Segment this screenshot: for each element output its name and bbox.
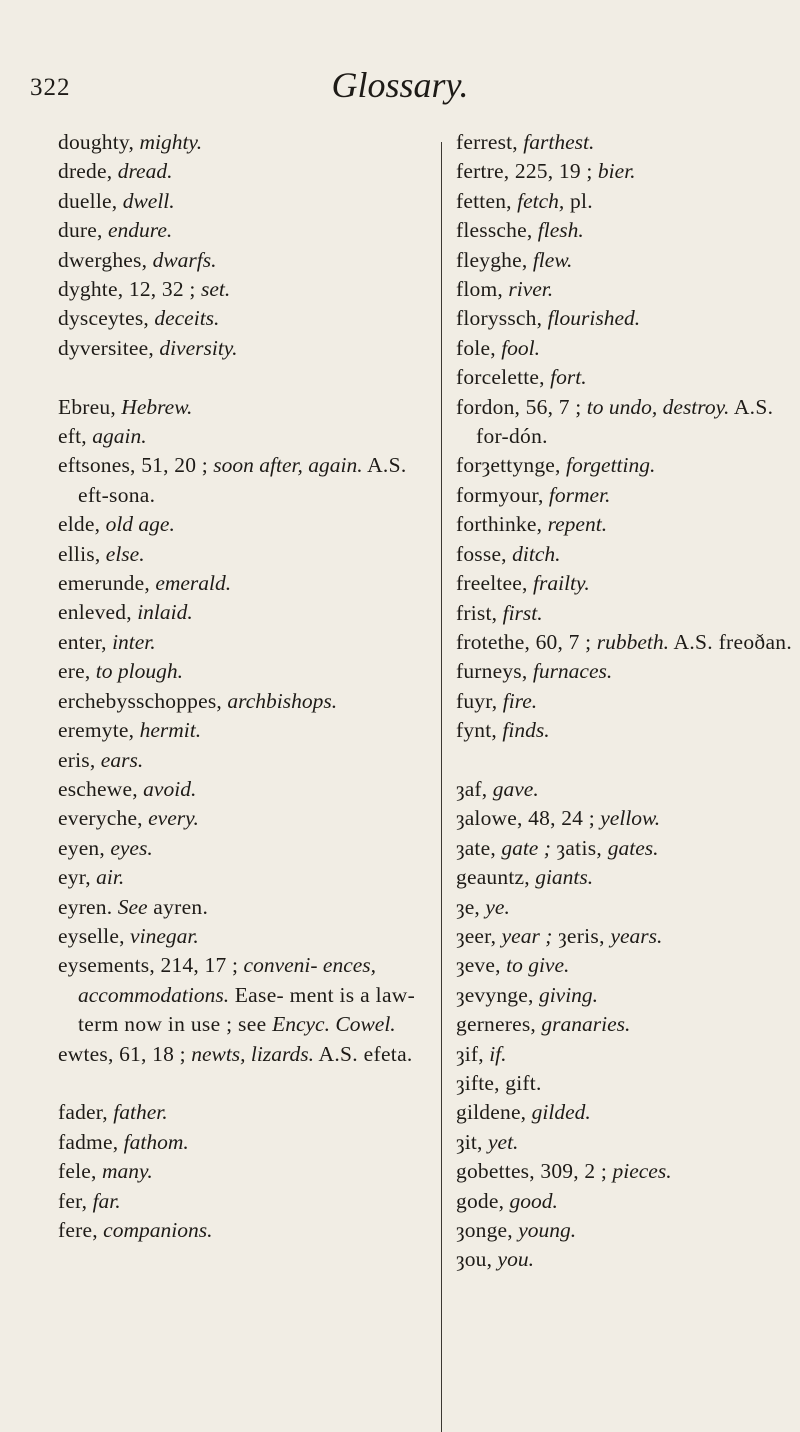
entry-gloss: to undo, destroy. bbox=[586, 394, 730, 419]
glossary-entry bbox=[456, 775, 796, 804]
entry-word: forȝettynge, bbox=[456, 453, 561, 478]
entry-gloss: fool. bbox=[501, 335, 541, 360]
glossary-entry bbox=[58, 687, 438, 716]
glossary-entry bbox=[58, 157, 438, 186]
entry-gloss: yet. bbox=[488, 1129, 519, 1154]
glossary-entry bbox=[58, 598, 438, 627]
entry-gloss: fort. bbox=[550, 365, 587, 390]
entry-gloss: archbishops. bbox=[227, 688, 338, 713]
glossary-entry bbox=[456, 1187, 796, 1216]
entry-gloss: giving. bbox=[538, 982, 599, 1007]
section-gap bbox=[58, 1069, 438, 1098]
entry-word: fetten, bbox=[456, 188, 512, 213]
column-rule bbox=[441, 142, 442, 1432]
entry-gloss: former. bbox=[548, 482, 611, 507]
entry-word: duelle, bbox=[58, 188, 118, 213]
glossary-entry bbox=[58, 187, 438, 216]
entry-gloss: newts, lizards. bbox=[191, 1041, 315, 1066]
glossary-entry bbox=[456, 334, 796, 363]
entry-word: eyen, bbox=[58, 835, 105, 860]
entry-tail: ȝatis, bbox=[550, 835, 608, 860]
entry-word: flom, bbox=[456, 277, 503, 302]
entry-word: ferrest, bbox=[456, 130, 518, 154]
entry-gloss: fathom. bbox=[123, 1129, 189, 1154]
entry-word: drede, bbox=[58, 159, 113, 184]
entry-gloss: flourished. bbox=[547, 306, 641, 331]
entry-gloss: dwarfs. bbox=[152, 247, 217, 272]
entry-gloss: conveni- ences, accommodations. bbox=[78, 953, 377, 1007]
entry-word: enter, bbox=[58, 629, 107, 654]
glossary-entry bbox=[58, 334, 438, 363]
glossary-entry bbox=[456, 363, 796, 392]
entry-gloss: yellow. bbox=[600, 806, 661, 831]
entry-gloss: finds. bbox=[502, 718, 550, 743]
entry-gloss: ditch. bbox=[512, 541, 561, 566]
entry-word: ȝate, bbox=[456, 835, 496, 860]
glossary-entry bbox=[456, 275, 796, 304]
entry-word: eysements, 214, 17 ; bbox=[58, 953, 239, 978]
entry-word: dysceytes, bbox=[58, 306, 149, 331]
entry-gloss: inter. bbox=[112, 629, 156, 654]
entry-gloss: giants. bbox=[535, 865, 594, 890]
glossary-entry bbox=[58, 1128, 438, 1157]
entry-word: dyversitee, bbox=[58, 335, 154, 360]
entry-word: forcelette, bbox=[456, 365, 545, 390]
glossary-entry bbox=[456, 1157, 796, 1186]
entry-gloss: if. bbox=[489, 1041, 507, 1066]
entry-word: everyche, bbox=[58, 806, 143, 831]
entry-word: ȝeer, bbox=[456, 923, 497, 948]
entry-word: eyren. bbox=[58, 894, 113, 919]
entry-gloss2: Encyc. Cowel. bbox=[272, 1012, 396, 1037]
entry-gloss: hermit. bbox=[139, 718, 202, 743]
glossary-entry bbox=[456, 657, 796, 686]
entry-gloss: mighty. bbox=[139, 130, 203, 154]
entry-gloss: deceits. bbox=[154, 306, 220, 331]
glossary-entry bbox=[456, 128, 796, 157]
entry-word: frotethe, 60, 7 ; bbox=[456, 629, 592, 654]
entry-gloss: pieces. bbox=[612, 1159, 672, 1184]
entry-gloss: emerald. bbox=[155, 571, 232, 596]
glossary-entry bbox=[58, 775, 438, 804]
entry-word: dure, bbox=[58, 218, 103, 243]
glossary-entry bbox=[456, 716, 796, 745]
entry-word: fadme, bbox=[58, 1129, 119, 1154]
entry-gloss: endure. bbox=[107, 218, 173, 243]
glossary-entry bbox=[58, 1157, 438, 1186]
entry-word: floryssch, bbox=[456, 306, 543, 331]
glossary-entry bbox=[58, 451, 438, 510]
entry-word: ȝaf, bbox=[456, 776, 488, 801]
entry-word: gobettes, 309, 2 ; bbox=[456, 1159, 608, 1184]
entry-gloss: companions. bbox=[103, 1218, 213, 1242]
entry-word: fosse, bbox=[456, 541, 507, 566]
entry-word: fertre, 225, 19 ; bbox=[456, 159, 593, 184]
entry-gloss: See bbox=[117, 894, 148, 919]
entry-gloss: father. bbox=[113, 1100, 168, 1125]
section-gap bbox=[456, 746, 796, 775]
entry-gloss: bier. bbox=[597, 159, 636, 184]
glossary-entry bbox=[58, 540, 438, 569]
entry-gloss: vinegar. bbox=[130, 923, 199, 948]
entry-gloss: eyes. bbox=[110, 835, 153, 860]
glossary-entry bbox=[456, 187, 796, 216]
entry-gloss: rubbeth. bbox=[596, 629, 669, 654]
entry-word: gerneres, bbox=[456, 1012, 536, 1037]
entry-word: fleyghe, bbox=[456, 247, 528, 272]
entry-gloss: good. bbox=[509, 1188, 558, 1213]
entry-gloss2: years. bbox=[610, 923, 663, 948]
entry-gloss: young. bbox=[518, 1218, 577, 1243]
entry-gloss: Hebrew. bbox=[121, 394, 193, 419]
entry-gloss: forgetting. bbox=[566, 453, 656, 478]
entry-tail: A.S. eft-sona. bbox=[78, 453, 407, 507]
entry-word: ewtes, 61, 18 ; bbox=[58, 1041, 186, 1066]
entry-word: fader, bbox=[58, 1100, 108, 1125]
entry-word: ȝeve, bbox=[456, 953, 501, 978]
entry-word: enleved, bbox=[58, 600, 132, 625]
entry-gloss: set. bbox=[200, 277, 231, 302]
glossary-entry bbox=[456, 1010, 796, 1039]
entry-gloss: gilded. bbox=[531, 1100, 591, 1125]
entry-gloss: air. bbox=[96, 865, 125, 890]
entry-word: eschewe, bbox=[58, 776, 138, 801]
entry-gloss: river. bbox=[508, 277, 554, 302]
entry-gloss: every. bbox=[148, 806, 199, 831]
glossary-entry bbox=[456, 863, 796, 892]
glossary-entry bbox=[456, 951, 796, 980]
glossary-entry bbox=[58, 863, 438, 892]
entry-gloss: to give. bbox=[506, 953, 570, 978]
glossary-left-column bbox=[58, 128, 438, 1245]
entry-word: geauntz, bbox=[456, 865, 530, 890]
entry-gloss: dread. bbox=[117, 159, 173, 184]
entry-gloss: flesh. bbox=[537, 218, 584, 243]
entry-word: furneys, bbox=[456, 659, 528, 684]
entry-tail: A.S. efeta. bbox=[314, 1041, 413, 1066]
glossary-entry bbox=[58, 246, 438, 275]
entry-word: ȝit, bbox=[456, 1129, 483, 1154]
glossary-entry bbox=[456, 1245, 796, 1274]
glossary-entry bbox=[58, 628, 438, 657]
section-gap bbox=[58, 363, 438, 392]
entry-word: erchebysschoppes, bbox=[58, 688, 222, 713]
entry-tail: A.S. freoðan. bbox=[669, 629, 793, 654]
entry-gloss: many. bbox=[101, 1159, 153, 1184]
glossary-entry bbox=[456, 1098, 796, 1127]
glossary-entry bbox=[58, 1187, 438, 1216]
entry-tail: ȝeris, bbox=[552, 923, 611, 948]
entry-word: gode, bbox=[456, 1188, 505, 1213]
entry-gloss: fire. bbox=[502, 688, 538, 713]
glossary-entry bbox=[58, 922, 438, 951]
entry-gloss: furnaces. bbox=[532, 659, 613, 684]
entry-tail: ayren. bbox=[147, 894, 209, 919]
glossary-entry bbox=[58, 304, 438, 333]
glossary-entry bbox=[456, 216, 796, 245]
glossary-entry bbox=[58, 393, 438, 422]
entry-gloss: farthest. bbox=[523, 130, 595, 154]
glossary-entry bbox=[456, 804, 796, 833]
entry-gloss: avoid. bbox=[143, 776, 197, 801]
entry-word: Ebreu, bbox=[58, 394, 116, 419]
glossary-entry bbox=[456, 834, 796, 863]
entry-word: ȝonge, bbox=[456, 1218, 513, 1243]
glossary-entry bbox=[456, 687, 796, 716]
entry-gloss: else. bbox=[105, 541, 145, 566]
entry-gloss: inlaid. bbox=[137, 600, 193, 625]
entry-word: ȝou, bbox=[456, 1247, 493, 1272]
entry-word: eftsones, 51, 20 ; bbox=[58, 453, 208, 478]
entry-word: eft, bbox=[58, 424, 87, 449]
entry-word: fere, bbox=[58, 1218, 98, 1242]
entry-gloss: you. bbox=[497, 1247, 534, 1272]
glossary-entry bbox=[58, 216, 438, 245]
entry-word: dwerghes, bbox=[58, 247, 148, 272]
glossary-entry bbox=[58, 834, 438, 863]
entry-gloss: soon after, again. bbox=[213, 453, 363, 478]
glossary-right-column bbox=[456, 128, 796, 1275]
entry-word: formyour, bbox=[456, 482, 544, 507]
entry-gloss: diversity. bbox=[159, 335, 238, 360]
entry-word: fuyr, bbox=[456, 688, 498, 713]
glossary-entry bbox=[58, 1098, 438, 1127]
entry-gloss: repent. bbox=[547, 512, 608, 537]
glossary-entry bbox=[456, 1040, 796, 1069]
entry-gloss: gave. bbox=[492, 776, 539, 801]
page-number: 322 bbox=[30, 74, 71, 101]
glossary-entry bbox=[58, 1216, 438, 1245]
entry-word: fole, bbox=[456, 335, 496, 360]
glossary-entry bbox=[456, 599, 796, 628]
glossary-entry bbox=[456, 157, 796, 186]
glossary-entry bbox=[456, 481, 796, 510]
entry-word: fynt, bbox=[456, 718, 498, 743]
entry-word: frist, bbox=[456, 600, 498, 625]
glossary-entry bbox=[456, 1069, 796, 1098]
entry-word: eyr, bbox=[58, 865, 91, 890]
entry-word: ellis, bbox=[58, 541, 101, 566]
entry-gloss: year ; bbox=[501, 923, 553, 948]
entry-tail: A.S. for-dón. bbox=[476, 394, 774, 449]
glossary-entry bbox=[58, 275, 438, 304]
entry-tail: Ease- ment is a law-term now in use ; see bbox=[78, 982, 416, 1037]
entry-gloss: ears. bbox=[100, 747, 144, 772]
entry-word: ȝif, bbox=[456, 1041, 484, 1066]
entry-word: dyghte, 12, 32 ; bbox=[58, 277, 196, 302]
glossary-entry bbox=[58, 951, 438, 1039]
glossary-entry bbox=[456, 981, 796, 1010]
entry-gloss: fetch, bbox=[517, 188, 565, 213]
entry-word: ȝifte, gift. bbox=[456, 1070, 542, 1095]
entry-gloss: far. bbox=[92, 1188, 121, 1213]
entry-gloss: first. bbox=[502, 600, 543, 625]
glossary-entry bbox=[456, 540, 796, 569]
entry-gloss: flew. bbox=[532, 247, 573, 272]
entry-word: flessche, bbox=[456, 218, 533, 243]
glossary-entry bbox=[456, 1216, 796, 1245]
entry-gloss: ye. bbox=[485, 894, 510, 919]
glossary-entry bbox=[58, 1040, 438, 1069]
entry-gloss: frailty. bbox=[533, 571, 590, 596]
running-head: Glossary. bbox=[331, 65, 469, 105]
glossary-entry bbox=[456, 569, 796, 598]
glossary-entry bbox=[456, 1128, 796, 1157]
entry-word: fele, bbox=[58, 1159, 97, 1184]
glossary-entry bbox=[456, 304, 796, 333]
glossary-entry bbox=[58, 569, 438, 598]
glossary-entry bbox=[58, 422, 438, 451]
glossary-entry bbox=[456, 451, 796, 480]
glossary-entry bbox=[58, 893, 438, 922]
glossary-entry bbox=[456, 393, 796, 452]
glossary-entry bbox=[58, 657, 438, 686]
glossary-entry bbox=[456, 893, 796, 922]
entry-word: elde, bbox=[58, 512, 101, 537]
entry-word: fer, bbox=[58, 1188, 88, 1213]
entry-word: ere, bbox=[58, 659, 91, 684]
entry-word: ȝe, bbox=[456, 894, 481, 919]
entry-word: freeltee, bbox=[456, 571, 528, 596]
glossary-entry bbox=[456, 246, 796, 275]
glossary-entry bbox=[58, 510, 438, 539]
entry-word: ȝalowe, 48, 24 ; bbox=[456, 806, 595, 831]
entry-gloss2: gates. bbox=[607, 835, 659, 860]
entry-word: ȝevynge, bbox=[456, 982, 534, 1007]
entry-gloss: dwell. bbox=[122, 188, 175, 213]
entry-gloss: again. bbox=[92, 424, 147, 449]
glossary-entry bbox=[456, 628, 796, 657]
glossary-entry bbox=[58, 746, 438, 775]
entry-word: gildene, bbox=[456, 1100, 527, 1125]
glossary-entry bbox=[456, 922, 796, 951]
glossary-entry bbox=[456, 510, 796, 539]
entry-gloss: granaries. bbox=[541, 1012, 631, 1037]
entry-gloss: gate ; bbox=[501, 835, 551, 860]
entry-word: eyselle, bbox=[58, 923, 125, 948]
entry-gloss: to plough. bbox=[95, 659, 183, 684]
entry-word: eris, bbox=[58, 747, 96, 772]
glossary-entry bbox=[58, 804, 438, 833]
entry-word: doughty, bbox=[58, 130, 135, 154]
entry-word: fordon, 56, 7 ; bbox=[456, 394, 582, 419]
entry-tail: pl. bbox=[564, 188, 593, 213]
entry-word: eremyte, bbox=[58, 718, 135, 743]
entry-word: forthinke, bbox=[456, 512, 543, 537]
entry-gloss: old age. bbox=[105, 512, 175, 537]
glossary-entry bbox=[58, 716, 438, 745]
glossary-entry bbox=[58, 128, 438, 157]
entry-word: emerunde, bbox=[58, 571, 150, 596]
